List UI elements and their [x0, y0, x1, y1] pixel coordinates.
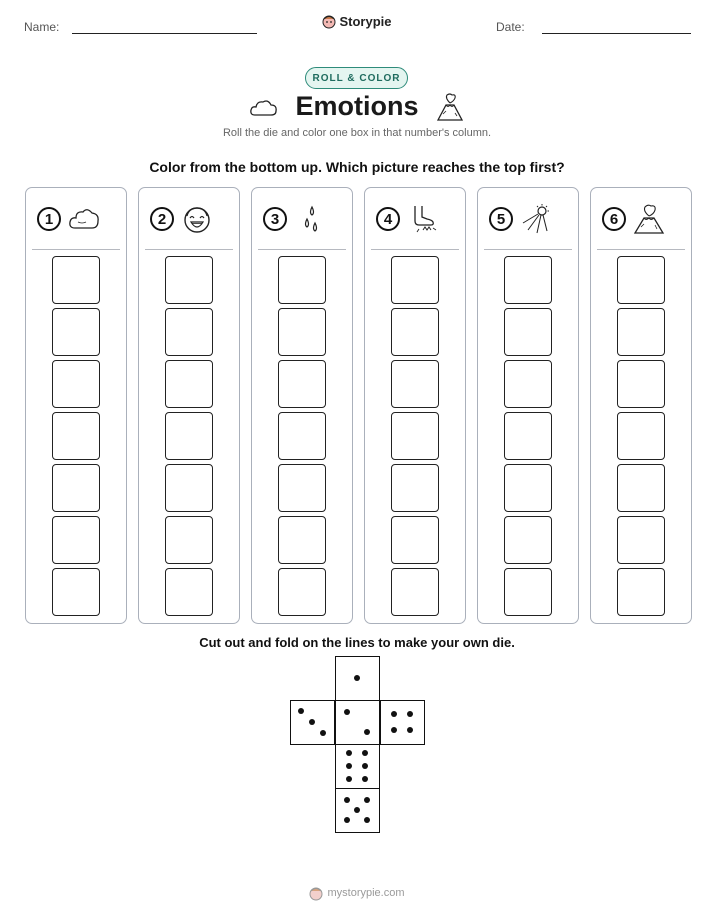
color-box[interactable] — [504, 412, 552, 460]
die-net — [290, 656, 425, 834]
color-box[interactable] — [504, 308, 552, 356]
cut-instruction: Cut out and fold on the lines to make your own die. — [199, 635, 515, 650]
color-box[interactable] — [278, 308, 326, 356]
color-box[interactable] — [52, 568, 100, 616]
color-box[interactable] — [391, 516, 439, 564]
color-box[interactable] — [278, 256, 326, 304]
color-box[interactable] — [165, 568, 213, 616]
column-divider — [484, 249, 572, 250]
die-pip — [362, 763, 368, 769]
die-face-left — [290, 700, 335, 745]
color-box[interactable] — [278, 568, 326, 616]
die-pip — [354, 675, 360, 681]
sunshine-icon — [520, 203, 552, 235]
title-row — [0, 91, 714, 122]
die-pip — [364, 797, 370, 803]
color-box[interactable] — [504, 256, 552, 304]
page-title: Emotions — [295, 91, 419, 121]
die-pip — [354, 807, 360, 813]
color-box[interactable] — [165, 256, 213, 304]
raindrops-icon — [294, 203, 326, 235]
die-pip — [298, 708, 304, 714]
storypie-mascot-icon — [309, 885, 323, 901]
die-pip — [407, 711, 413, 717]
color-box[interactable] — [165, 360, 213, 408]
color-box[interactable] — [278, 412, 326, 460]
column-number: 4 — [376, 207, 400, 231]
color-box[interactable] — [617, 516, 665, 564]
color-box[interactable] — [391, 308, 439, 356]
color-box[interactable] — [391, 360, 439, 408]
column-divider — [258, 249, 346, 250]
color-box[interactable] — [617, 568, 665, 616]
subtitle: Roll the die and color one box in that number's column. — [222, 127, 492, 139]
name-line[interactable] — [72, 33, 257, 34]
color-box[interactable] — [391, 464, 439, 512]
color-box[interactable] — [391, 568, 439, 616]
emotion-columns — [25, 187, 692, 624]
color-box[interactable] — [52, 516, 100, 564]
laughing-face-icon — [181, 203, 213, 235]
storypie-mascot-icon — [322, 13, 336, 29]
column-number: 6 — [602, 207, 626, 231]
brand-logo — [0, 13, 714, 29]
color-box[interactable] — [504, 516, 552, 564]
color-box[interactable] — [165, 516, 213, 564]
die-face-lower — [335, 744, 380, 789]
color-box[interactable] — [52, 464, 100, 512]
die-face-center — [335, 700, 380, 745]
die-pip — [346, 776, 352, 782]
column-1 — [25, 187, 127, 624]
die-pip — [391, 727, 397, 733]
color-box[interactable] — [278, 464, 326, 512]
volcano-icon — [633, 203, 665, 235]
color-box[interactable] — [504, 568, 552, 616]
color-box[interactable] — [617, 256, 665, 304]
column-number: 3 — [263, 207, 287, 231]
color-box[interactable] — [52, 360, 100, 408]
color-box[interactable] — [504, 464, 552, 512]
instruction: Color from the bottom up. Which picture reaches the top first? — [149, 159, 565, 175]
color-box[interactable] — [504, 360, 552, 408]
column-divider — [32, 249, 120, 250]
name-label: Name: — [24, 20, 60, 34]
column-divider — [371, 249, 459, 250]
cloud-icon — [249, 96, 279, 118]
color-box[interactable] — [391, 256, 439, 304]
color-box[interactable] — [52, 308, 100, 356]
date-line[interactable] — [542, 33, 691, 34]
color-box[interactable] — [52, 412, 100, 460]
die-pip — [320, 730, 326, 736]
color-box[interactable] — [165, 464, 213, 512]
column-divider — [597, 249, 685, 250]
column-number: 2 — [150, 207, 174, 231]
column-number: 5 — [489, 207, 513, 231]
column-4 — [364, 187, 466, 624]
color-box[interactable] — [52, 256, 100, 304]
color-box[interactable] — [617, 308, 665, 356]
die-pip — [362, 750, 368, 756]
die-pip — [344, 817, 350, 823]
color-box[interactable] — [617, 464, 665, 512]
die-pip — [364, 817, 370, 823]
die-pip — [346, 750, 352, 756]
roll-color-badge: ROLL & COLOR — [305, 67, 408, 89]
cloud-icon — [68, 203, 100, 235]
color-box[interactable] — [278, 360, 326, 408]
die-pip — [364, 729, 370, 735]
color-box[interactable] — [617, 412, 665, 460]
color-box[interactable] — [165, 412, 213, 460]
die-pip — [344, 797, 350, 803]
column-5 — [477, 187, 579, 624]
die-pip — [407, 727, 413, 733]
footer-url: mystorypie.com — [327, 887, 405, 899]
stomping-foot-icon — [407, 203, 439, 235]
die-pip — [346, 763, 352, 769]
color-box[interactable] — [278, 516, 326, 564]
die-pip — [344, 709, 350, 715]
die-face-right — [380, 700, 425, 745]
brand-name: Storypie — [339, 13, 392, 29]
date-label: Date: — [496, 20, 525, 34]
footer — [0, 885, 714, 901]
die-pip — [391, 711, 397, 717]
column-6 — [590, 187, 692, 624]
color-box[interactable] — [617, 360, 665, 408]
color-box[interactable] — [391, 412, 439, 460]
die-face-bottom — [335, 788, 380, 833]
die-pip — [362, 776, 368, 782]
volcano-icon — [435, 92, 465, 122]
column-divider — [145, 249, 233, 250]
die-face-top — [335, 656, 380, 701]
column-number: 1 — [37, 207, 61, 231]
column-3 — [251, 187, 353, 624]
color-box[interactable] — [165, 308, 213, 356]
die-pip — [309, 719, 315, 725]
column-2 — [138, 187, 240, 624]
